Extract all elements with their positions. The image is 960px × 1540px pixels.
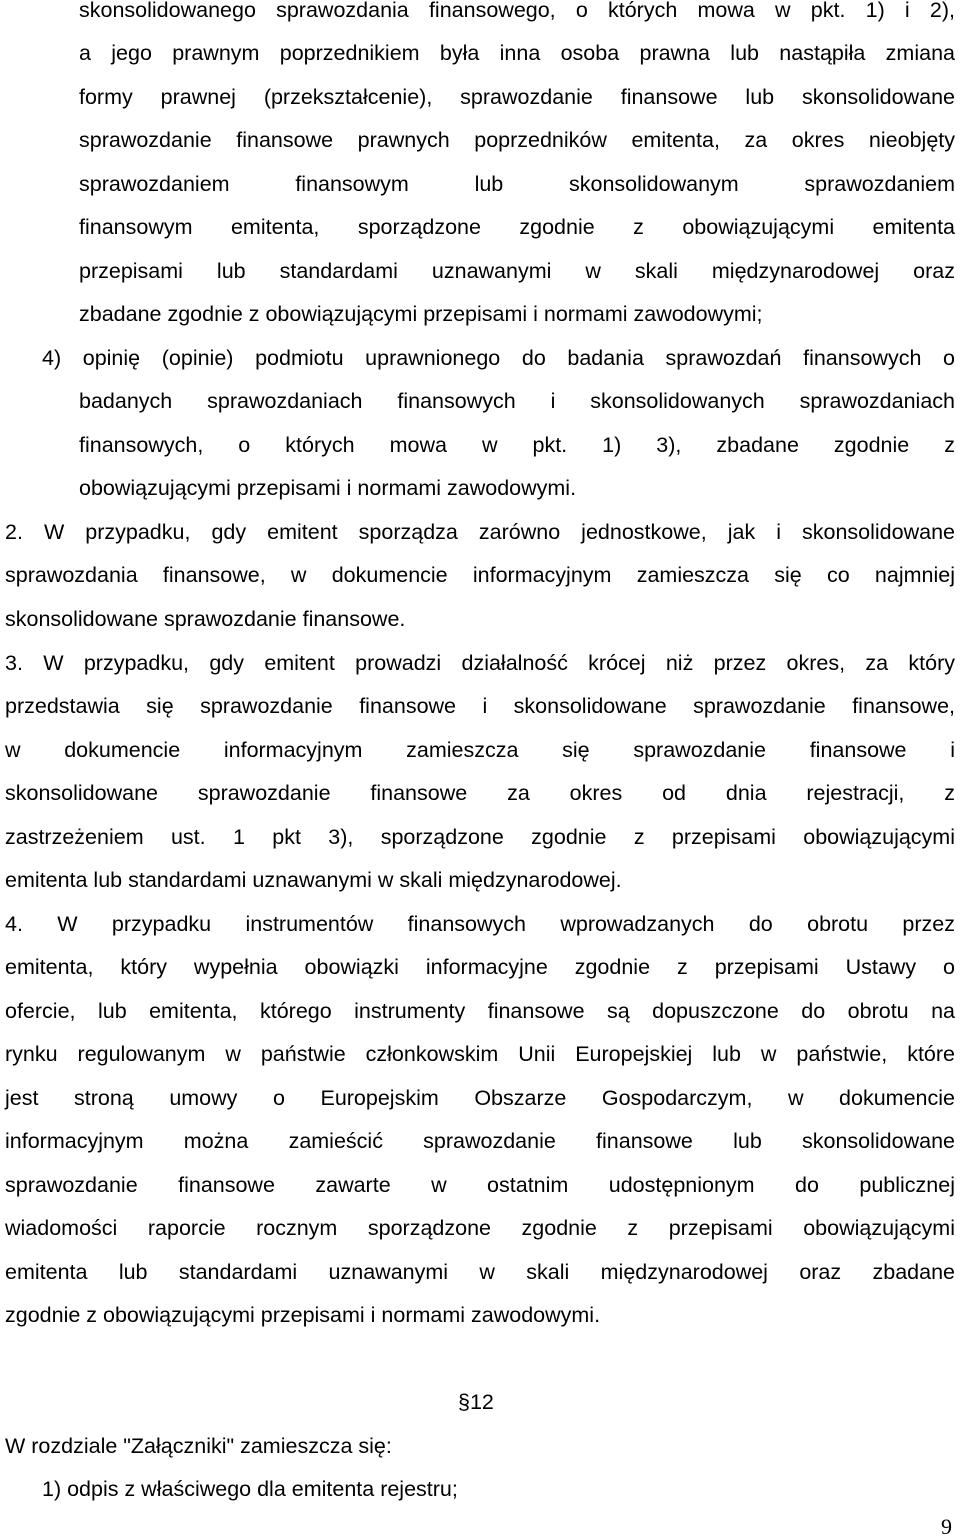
text-line: sprawozdanie finansowe prawnych poprzedników emitenta, za okres nieobjęty — [79, 128, 955, 152]
text-line: zgodnie z obowiązującymi przepisami i normami zawodowymi. — [5, 1303, 601, 1327]
list-item: 1) odpis z właściwego dla emitenta rejestru; — [42, 1477, 458, 1501]
section-heading: §12 — [458, 1390, 494, 1414]
text-line: przepisami lub standardami uznawanymi w skali międzynarodowej oraz — [79, 259, 955, 283]
text-line: emitenta lub standardami uznawanymi w skali międzynarodowej. — [5, 868, 622, 892]
text-line: przedstawia się sprawozdanie finansowe i skonsolidowane sprawozdanie finansowe, — [5, 694, 955, 718]
text-line: emitenta lub standardami uznawanymi w skali międzynarodowej oraz zbadane — [5, 1260, 955, 1284]
text-line: rynku regulowanym w państwie członkowskim Unii Europejskiej lub w państwie, które — [5, 1042, 955, 1066]
text-line: badanych sprawozdaniach finansowych i skonsolidowanych sprawozdaniach — [79, 389, 955, 413]
text-line: a jego prawnym poprzednikiem była inna osoba prawna lub nastąpiła zmiana — [79, 41, 955, 65]
text-line: 4. W przypadku instrumentów finansowych wprowadzanych do obrotu przez — [5, 912, 955, 936]
chapter-intro: W rozdziale "Załączniki" zamieszcza się: — [5, 1434, 392, 1458]
text-line: finansowym emitenta, sporządzone zgodnie z obowiązującymi emitenta — [79, 215, 955, 239]
text-line: ofercie, lub emitenta, którego instrumenty finansowe są dopuszczone do obrotu na — [5, 999, 955, 1023]
text-line: finansowych, o których mowa w pkt. 1) 3), zbadane zgodnie z — [79, 433, 955, 457]
text-line: skonsolidowanego sprawozdania finansowego, o których mowa w pkt. 1) i 2), — [79, 0, 955, 22]
text-line: formy prawnej (przekształcenie), sprawozdanie finansowe lub skonsolidowane — [79, 85, 955, 109]
text-line: sprawozdanie finansowe zawarte w ostatnim udostępnionym do publicznej — [5, 1173, 955, 1197]
text-line: skonsolidowane sprawozdanie finansowe za okres od dnia rejestracji, z — [5, 781, 955, 805]
text-line: wiadomości raporcie rocznym sporządzone zgodnie z przepisami obowiązującymi — [5, 1216, 955, 1240]
text-line: sprawozdania finansowe, w dokumencie informacyjnym zamieszcza się co najmniej — [5, 563, 955, 587]
text-line: 2. W przypadku, gdy emitent sporządza zarówno jednostkowe, jak i skonsolidowane — [5, 520, 955, 544]
text-line: zastrzeżeniem ust. 1 pkt 3), sporządzone zgodnie z przepisami obowiązującymi — [5, 825, 955, 849]
text-line: skonsolidowane sprawozdanie finansowe. — [5, 607, 406, 631]
text-line: informacyjnym można zamieścić sprawozdanie finansowe lub skonsolidowane — [5, 1129, 955, 1153]
text-line: zbadane zgodnie z obowiązującymi przepisami i normami zawodowymi; — [79, 302, 763, 326]
text-line: obowiązującymi przepisami i normami zawodowymi. — [79, 476, 577, 500]
list-item-4-line: 4) opinię (opinie) podmiotu uprawnionego do badania sprawozdań finansowych o — [42, 346, 955, 370]
text-line: jest stroną umowy o Europejskim Obszarze Gospodarczym, w dokumencie — [5, 1086, 955, 1110]
page-number: 9 — [941, 1514, 952, 1539]
text-line: w dokumencie informacyjnym zamieszcza się sprawozdanie finansowe i — [5, 738, 955, 762]
text-line: sprawozdaniem finansowym lub skonsolidowanym sprawozdaniem — [79, 172, 955, 196]
text-line: 3. W przypadku, gdy emitent prowadzi działalność krócej niż przez okres, za który — [5, 651, 955, 675]
text-line: emitenta, który wypełnia obowiązki informacyjne zgodnie z przepisami Ustawy o — [5, 955, 955, 979]
